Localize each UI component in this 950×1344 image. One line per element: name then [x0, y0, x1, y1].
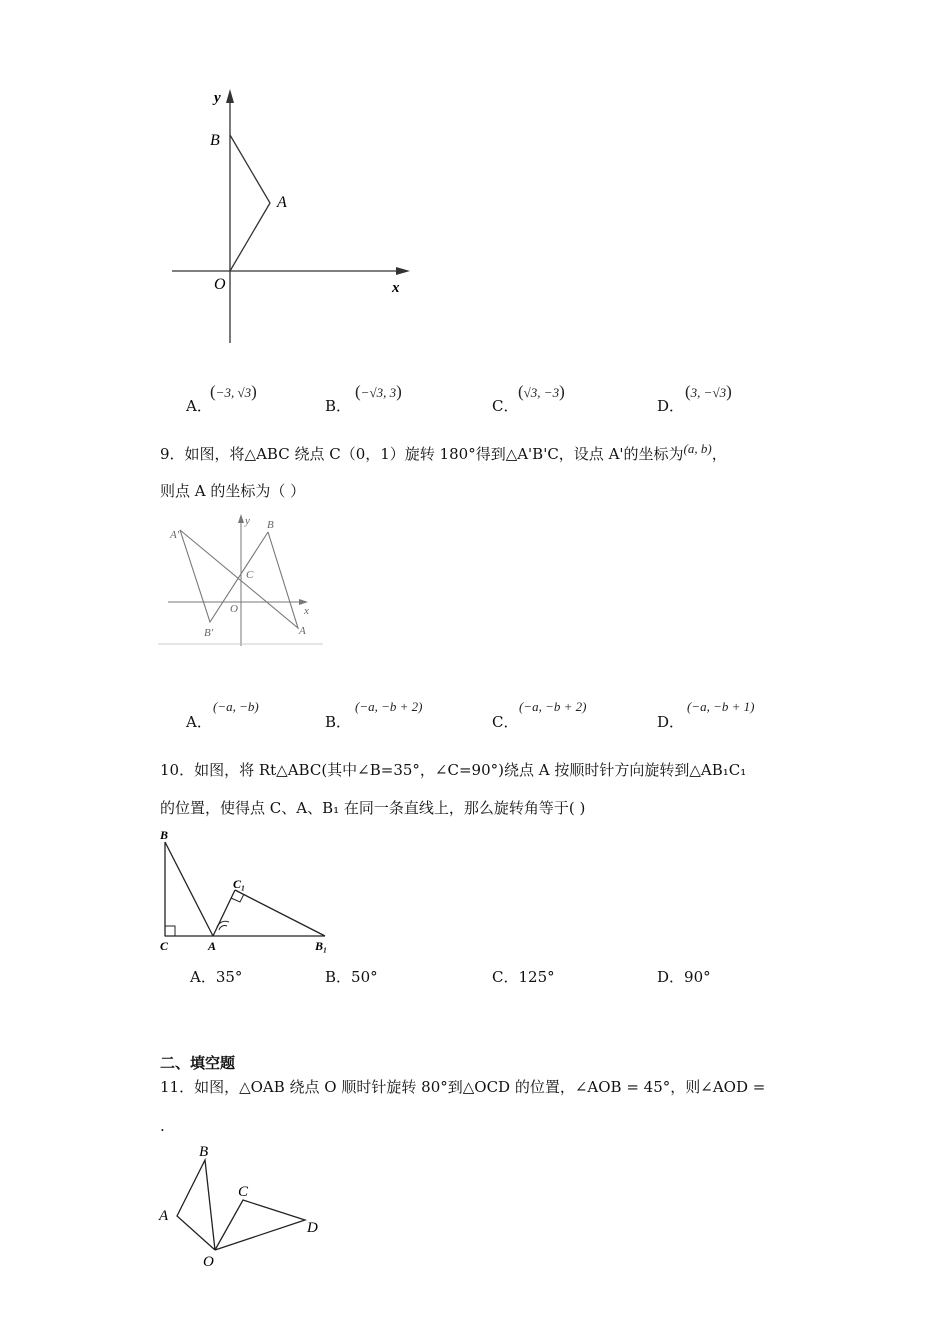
- label-c1: C₁: [233, 877, 246, 891]
- q9-coord: (a, b): [683, 441, 712, 456]
- q11-stem-line2: [160, 1116, 165, 1136]
- q8-option-a-value: (−3, √3): [210, 382, 257, 401]
- label-a-prime: A': [170, 529, 180, 541]
- figure-q10: [155, 826, 335, 954]
- q10-option-a[interactable]: [190, 967, 242, 987]
- q9-option-a-value: (−a, −b): [213, 699, 259, 714]
- option-letter: C．: [492, 968, 519, 986]
- q10-text: 10．如图，将 Rt△ABC(其中∠B=35°，∠C=90°)绕点 A 按顺时针方向旋转到△AB₁C₁: [160, 761, 747, 779]
- triangle-oab: [230, 135, 270, 271]
- q9-text: 9．如图，将△ABC 绕点 C（0，1）旋转 180°得到△A'B'C，设点 A'的坐标为: [160, 445, 684, 463]
- label-o: O: [203, 1254, 214, 1270]
- y-axis-arrow: [226, 89, 234, 103]
- label-x: x: [304, 605, 309, 617]
- option-letter: A．: [186, 397, 212, 415]
- option-value: 35°: [215, 968, 243, 986]
- label-y: y: [214, 90, 221, 106]
- label-b: B: [199, 1144, 209, 1160]
- option-letter: A．: [190, 968, 216, 986]
- label-d: D: [307, 1220, 318, 1236]
- label-c: C: [160, 939, 169, 953]
- label-c: C: [238, 1184, 249, 1200]
- q8-option-d[interactable]: [657, 396, 684, 416]
- q11-text-2: .: [160, 1117, 165, 1135]
- option-letter: C．: [492, 397, 519, 415]
- label-b-prime: B': [204, 627, 214, 639]
- q10-option-d[interactable]: [657, 967, 711, 987]
- q10-stem-line1: [160, 760, 746, 780]
- q9-option-d[interactable]: [657, 712, 684, 732]
- label-a: A: [299, 625, 306, 637]
- q8-option-b-value: (−√3, 3): [355, 382, 402, 401]
- q8-option-c[interactable]: [492, 396, 518, 416]
- figure-q11: [155, 1140, 335, 1270]
- label-b: B: [160, 828, 169, 842]
- option-letter: C．: [492, 713, 519, 731]
- section-title: 二、填空题: [160, 1054, 236, 1072]
- label-a: A: [159, 1208, 169, 1224]
- q8-option-d-value: (3, −√3): [685, 382, 732, 401]
- q11-stem-line1: [160, 1077, 765, 1097]
- figure-q8: [160, 85, 420, 350]
- q10-stem-line2: [160, 798, 585, 818]
- q10-text-2: 的位置，使得点 C、A、B₁ 在同一条直线上，那么旋转角等于( ): [160, 799, 586, 817]
- option-letter: D．: [657, 713, 685, 731]
- x-axis-arrow: [396, 267, 410, 275]
- option-letter: B．: [325, 968, 352, 986]
- q11-text: 11．如图，△OAB 绕点 O 顺时针旋转 80°到△OCD 的位置，∠AOB = 45°，则∠AOD =: [160, 1078, 766, 1096]
- option-letter: B．: [325, 397, 352, 415]
- option-letter: D．: [657, 397, 685, 415]
- option-value: 50°: [351, 968, 378, 986]
- q9-punct: ，: [711, 445, 727, 463]
- label-b1: B₁: [315, 939, 328, 953]
- option-letter: D．: [657, 968, 685, 986]
- figure-q9: [158, 510, 328, 648]
- label-a: A: [277, 194, 287, 211]
- label-b: B: [267, 519, 274, 531]
- q9-option-b-value: (−a, −b + 2): [355, 699, 423, 714]
- q9-option-c[interactable]: [492, 712, 518, 732]
- q8-option-c-value: (√3, −3): [518, 382, 565, 401]
- option-letter: A．: [186, 713, 212, 731]
- q9-option-b[interactable]: [325, 712, 351, 732]
- label-y: y: [245, 515, 250, 527]
- option-value: 125°: [518, 968, 555, 986]
- q9-option-c-value: (−a, −b + 2): [519, 699, 587, 714]
- label-c: C: [246, 569, 254, 581]
- q9-text-2: 则点 A 的坐标为（ ）: [160, 482, 306, 500]
- label-o: O: [230, 603, 238, 615]
- label-x: x: [392, 280, 400, 296]
- option-value: 90°: [684, 968, 711, 986]
- option-letter: B．: [325, 713, 352, 731]
- q9-option-a[interactable]: [186, 712, 212, 732]
- q10-option-c[interactable]: [492, 967, 555, 987]
- label-o: O: [214, 276, 226, 293]
- label-a: A: [208, 939, 217, 953]
- q10-option-b[interactable]: [325, 967, 378, 987]
- label-b: B: [210, 132, 220, 149]
- q9-stem-line2: [160, 481, 305, 501]
- q9-option-d-value: (−a, −b + 1): [687, 699, 755, 714]
- q8-option-a[interactable]: [186, 396, 212, 416]
- q8-option-b[interactable]: [325, 396, 351, 416]
- q9-stem-line1: [160, 441, 727, 465]
